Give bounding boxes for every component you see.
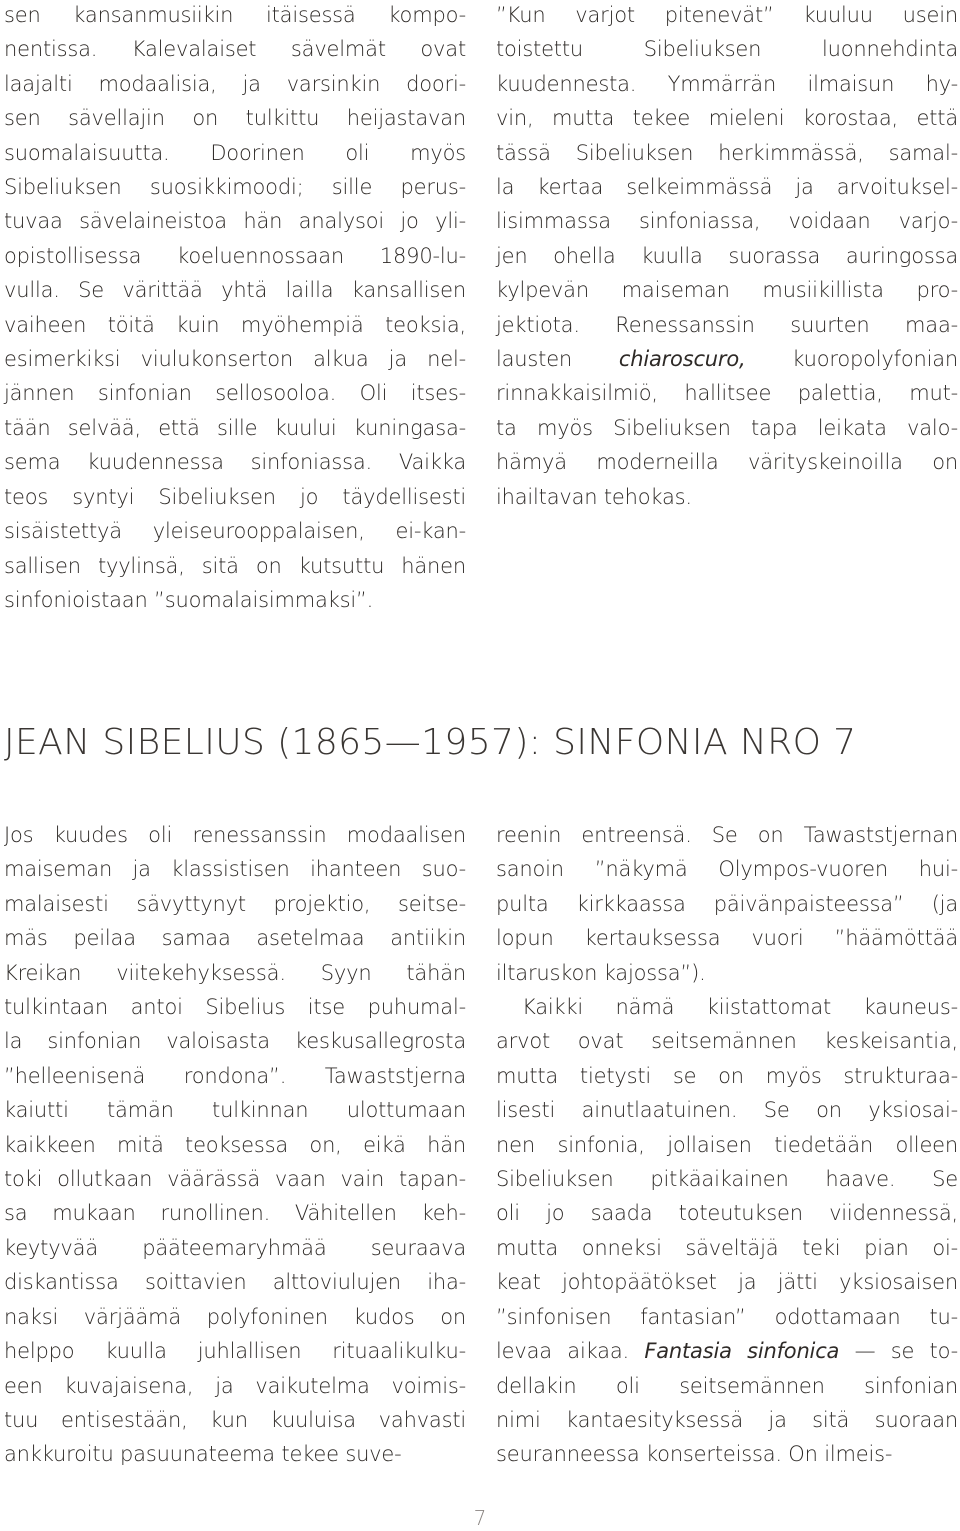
- text-line: ihailtavan tehokas.: [496, 484, 692, 509]
- text-line: teos syntyi Sibeliuksen jo täydellisesti: [4, 484, 466, 509]
- text-line: nentissa. Kalevalaiset sävelmät ovat: [4, 37, 466, 62]
- text-line: tuu entisestään, kun kuuluisa vahvasti: [4, 1407, 466, 1432]
- text-line: maiseman ja klassistisen ihanteen suo-: [4, 857, 466, 882]
- page-number: 7: [473, 1506, 487, 1530]
- text-line: malaisesti sävyttynyt projektio, seitse-: [4, 891, 466, 916]
- text-fragment: lausten: [496, 347, 619, 372]
- text-line: Sibeliuksen suosikkimoodi; sille perus-: [4, 175, 466, 200]
- text-column-bottom-left: [4, 818, 466, 1472]
- text-line: vulla. Se värittää yhtä lailla kansallisen: [4, 278, 466, 303]
- text-line: toki ollutkaan väärässä vaan vain tapan-: [4, 1167, 466, 1192]
- text-line: mutta onneksi säveltäjä teki pian oi-: [496, 1235, 958, 1260]
- text-line: helppo kuulla juhlallisen rituaalikulku-: [4, 1339, 466, 1364]
- text-line: iltaruskon kajossa”).: [496, 960, 706, 985]
- text-line: kylpevän maiseman musiikillista pro-: [496, 278, 958, 303]
- section-heading: JEAN SIBELIUS (1865—1957): SINFONIA NRO 7: [4, 722, 857, 763]
- text-fragment: kuoropolyfonian: [745, 347, 958, 372]
- text-line: opistollisessa koeluennossaan 1890-lu-: [4, 243, 466, 268]
- text-line: naksi värjäämä polyfoninen kudos on: [4, 1304, 466, 1329]
- text-fragment: — se to-: [839, 1339, 959, 1364]
- text-line: jännen sinfonian sellosooloa. Oli itses-: [4, 381, 466, 406]
- text-line: kuudennesta. Ymmärrän ilmaisun hy-: [496, 71, 958, 96]
- text-line: ankkuroitu pasuunateema tekee suve-: [4, 1442, 402, 1467]
- text-line: pulta kirkkaassa päivänpaisteessa” (ja: [496, 891, 958, 916]
- text-fragment: levaa aikaa.: [496, 1339, 645, 1364]
- text-line: jen ohella kuulla suorassa auringossa: [496, 243, 958, 268]
- text-line: ta myös Sibeliuksen tapa leikata valo-: [496, 415, 958, 440]
- text-line: vaiheen töitä kuin myöhempiä teoksia,: [4, 312, 466, 337]
- text-line: toistettu Sibeliuksen luonnehdinta: [496, 37, 958, 62]
- text-line: sen kansanmusiikin itäisessä kompo-: [4, 3, 466, 27]
- text-line: seuranneessa konserteissa. On ilmeis-: [496, 1442, 893, 1467]
- text-line: sinfonioistaan ”suomalaisimmaksi”.: [4, 587, 374, 612]
- text-line: ”sinfonisen fantasian” odottamaan tu-: [496, 1304, 958, 1329]
- text-line: keytyvää pääteemaryhmää seuraava: [4, 1235, 466, 1260]
- text-line: kaikkeen mitä teoksessa on, eikä hän: [4, 1132, 466, 1157]
- text-line: kaiutti tämän tulkinnan ulottumaan: [4, 1098, 466, 1123]
- text-line: mutta tietysti se on myös strukturaa-: [496, 1063, 958, 1088]
- text-line: nimi kantaesityksessä ja sitä suoraan: [496, 1407, 958, 1432]
- text-line: Kaikki nämä kiistattomat kauneus-: [522, 995, 958, 1020]
- text-line: sa mukaan runollinen. Vähitellen keh-: [4, 1201, 466, 1226]
- text-line: tuvaa sävelaineistoa hän analysoi jo yli-: [4, 209, 466, 234]
- text-line: lisesti ainutlaatuinen. Se on yksiosai-: [496, 1098, 958, 1123]
- text-line: Jos kuudes oli renessanssin modaalisen: [4, 823, 466, 847]
- text-line: vin, mutta tekee mieleni korostaa, että: [496, 106, 958, 131]
- text-line: lisimmassa sinfoniassa, voidaan varjo-: [496, 209, 958, 234]
- text-line: suomalaisuutta. Doorinen oli myös: [4, 140, 466, 165]
- text-line: nen sinfonia, jollaisen tiedetään olleen: [496, 1132, 958, 1157]
- text-line: arvot ovat seitsemännen keskeisantia,: [496, 1029, 958, 1054]
- text-line: esimerkiksi viulukonserton alkua ja nel-: [4, 347, 466, 372]
- text-column-top-left: [4, 0, 466, 617]
- text-line: la sinfonian valoisasta keskusallegrosta: [4, 1029, 466, 1054]
- text-line: sallisen tyylinsä, sitä on kutsuttu hänen: [4, 553, 466, 578]
- text-line: hämyä moderneilla värityskeinoilla on: [496, 450, 958, 475]
- text-line: lopun kertauksessa vuori ”häämöttää: [496, 926, 958, 951]
- text-line: Sibeliuksen pitkäaikainen haave. Se: [496, 1167, 958, 1192]
- text-line: la kertaa selkeimmässä ja arvoituksel-: [496, 175, 958, 200]
- text-line: ”helleenisenä rondona”. Tawaststjerna: [4, 1063, 466, 1088]
- text-line: [496, 1334, 958, 1368]
- text-line: sen sävellajin on tulkittu heijastavan: [4, 106, 466, 131]
- text-line: een kuvajaisena, ja vaikutelma voimis-: [4, 1373, 466, 1398]
- text-line: jektiota. Renessanssin suurten maa-: [496, 312, 958, 337]
- text-line: [496, 342, 958, 376]
- text-line: dellakin oli seitsemännen sinfonian: [496, 1373, 958, 1398]
- text-line: reenin entreensä. Se on Tawaststjernan: [496, 823, 958, 847]
- italic-term: Fantasia sinfonica: [644, 1339, 840, 1364]
- text-line: oli jo saada toteutuksen viidennessä,: [496, 1201, 958, 1226]
- text-line: mäs peilaa samaa asetelmaa antiikin: [4, 926, 466, 951]
- text-line: Kreikan viitekehyksessä. Syyn tähän: [4, 960, 466, 985]
- text-line: tässä Sibeliuksen herkimmässä, samal-: [496, 140, 958, 165]
- text-line: rinnakkaisilmiö, hallitsee palettia, mut-: [496, 381, 958, 406]
- text-line: laajalti modaalisia, ja varsinkin doori-: [4, 71, 466, 96]
- text-line: sisäistettyä yleiseurooppalaisen, ei-kan-: [4, 519, 466, 544]
- text-line: keat johtopäätökset ja jätti yksiosaisen: [496, 1270, 958, 1295]
- text-column-top-right: [496, 0, 958, 514]
- text-line: sanoin ”näkymä Olympos-vuoren hui-: [496, 857, 958, 882]
- text-line: diskantissa soittavien alttoviulujen iha-: [4, 1270, 466, 1295]
- italic-term: chiaroscuro,: [618, 347, 746, 372]
- text-line: sema kuudennessa sinfoniassa. Vaikka: [4, 450, 466, 475]
- text-line: tään selvää, että sille kuului kuningasa-: [4, 415, 466, 440]
- text-line: ”Kun varjot pitenevät” kuuluu usein: [496, 3, 958, 27]
- text-column-bottom-right: [496, 818, 958, 1472]
- text-line: tulkintaan antoi Sibelius itse puhumal-: [4, 995, 466, 1020]
